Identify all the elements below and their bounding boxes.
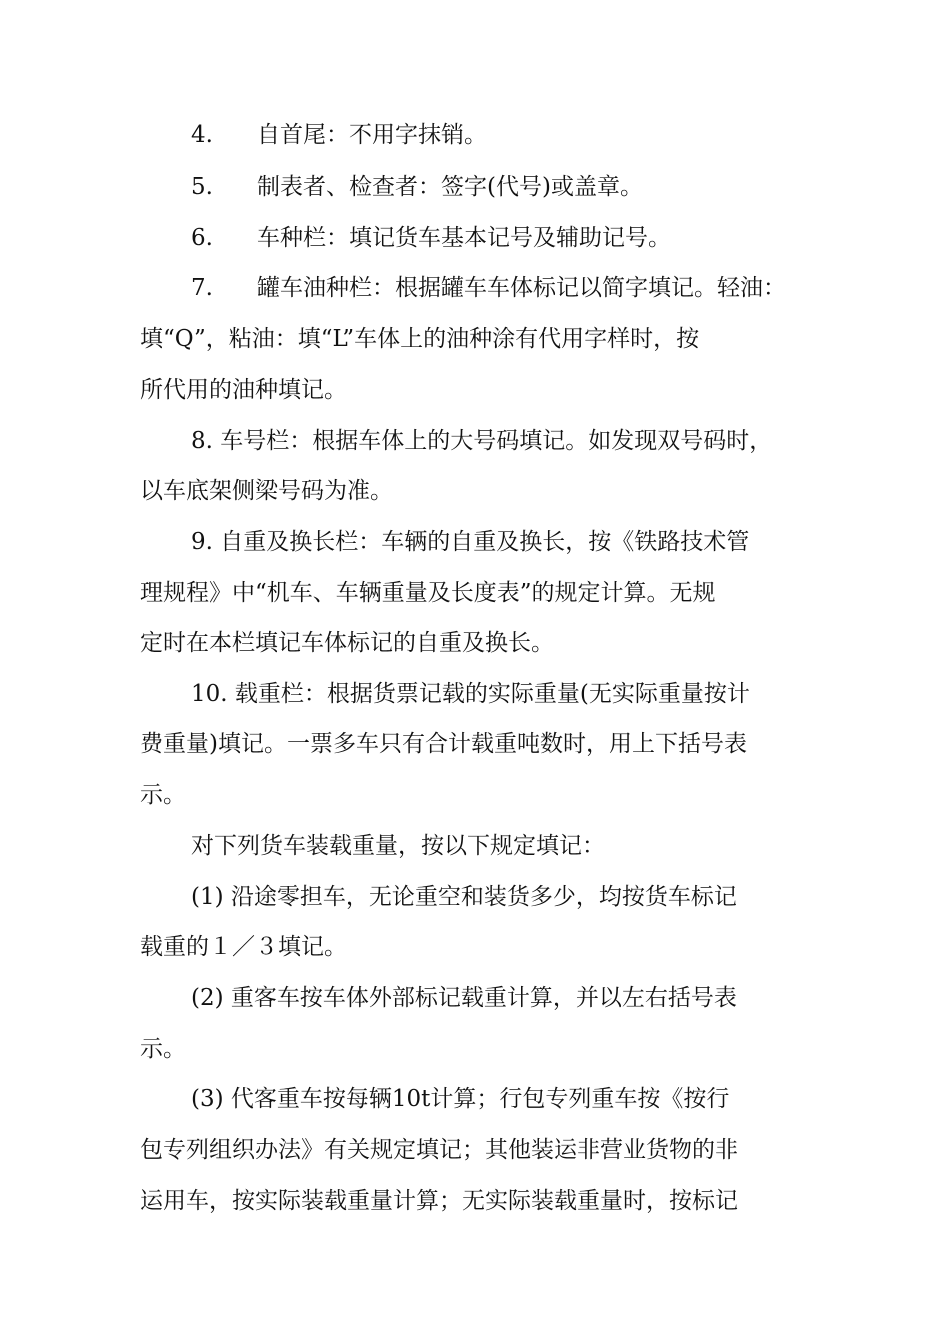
load-rules-intro: 对下列货车装载重量，按以下规定填记： [191, 833, 605, 859]
item-text: 罐车油种栏：根据罐车车体标记以简字填记。轻油： [257, 275, 786, 301]
item-7-line-2: 填“Q”，粘油：填“L”车体上的油种涂有代用字样时，按 [140, 326, 700, 352]
item-text: 制表者、检查者：签字(代号)或盖章。 [257, 174, 643, 200]
item-9-line-3: 定时在本栏填记车体标记的自重及换长。 [140, 630, 554, 656]
item-7-line-1 [191, 277, 786, 300]
item-8-line-1: 8. 车号栏：根据车体上的大号码填记。如发现双号码时， [191, 428, 773, 454]
item-10-line-3: 示。 [140, 782, 186, 808]
item-number: 6. [191, 225, 213, 251]
item-10-line-2: 费重量)填记。一票多车只有合计载重吨数时，用上下括号表 [140, 731, 747, 757]
rule-2-line-1: (2) 重客车按车体外部标记载重计算，并以左右括号表 [191, 985, 737, 1011]
item-number: 7. [191, 275, 213, 301]
rule-1-line-2: 载重的１／３填记。 [140, 934, 347, 960]
item-5 [191, 176, 643, 199]
item-9-line-2: 理规程》中“机车、车辆重量及长度表”的规定计算。无规 [140, 580, 716, 606]
item-8-line-2: 以车底架侧梁号码为准。 [140, 478, 393, 504]
rule-3-line-1: (3) 代客重车按每辆10t计算；行包专列重车按《按行 [191, 1086, 730, 1112]
rule-3-line-2: 包专列组织办法》有关规定填记；其他装运非营业货物的非 [140, 1137, 738, 1163]
item-9-line-1: 9. 自重及换长栏：车辆的自重及换长，按《铁路技术管 [191, 529, 750, 555]
rule-3-line-3: 运用车，按实际装载重量计算；无实际装载重量时，按标记 [140, 1188, 738, 1214]
item-10-line-1: 10. 载重栏：根据货票记载的实际重量(无实际重量按计 [191, 681, 750, 707]
rule-2-line-2: 示。 [140, 1036, 186, 1062]
item-text: 自首尾：不用字抹销。 [257, 122, 487, 148]
item-7-line-3: 所代用的油种填记。 [140, 377, 347, 403]
rule-1-line-1: (1) 沿途零担车，无论重空和装货多少，均按货车标记 [191, 884, 737, 910]
item-number: 5. [191, 174, 213, 200]
item-number: 4. [191, 122, 213, 148]
item-text: 车种栏：填记货车基本记号及辅助记号。 [257, 225, 671, 251]
item-4 [191, 124, 487, 147]
item-6 [191, 227, 671, 250]
